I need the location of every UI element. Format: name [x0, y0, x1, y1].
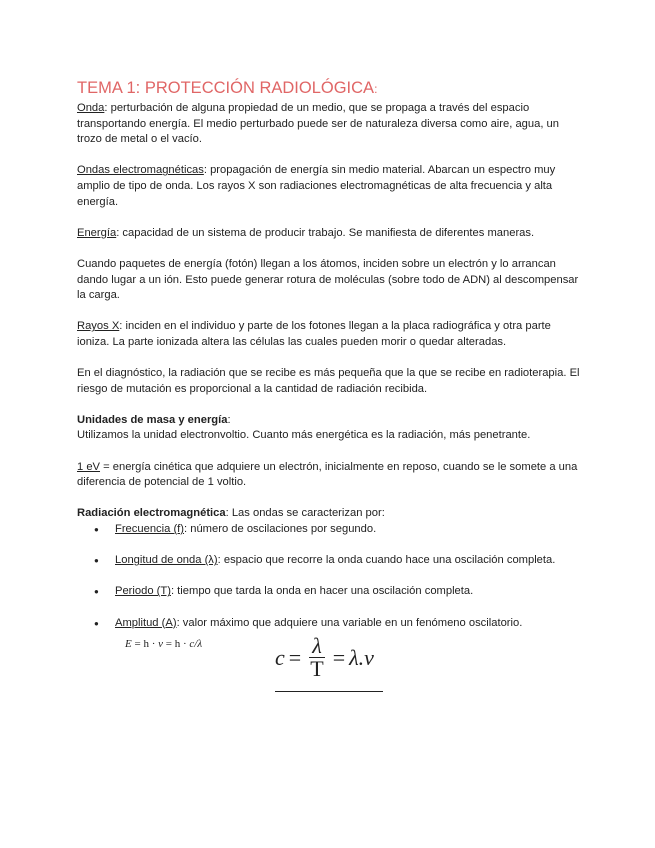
energia-text: : capacidad de un sistema de producir trabajo. Se manifiesta de diferentes maneras.	[116, 226, 535, 239]
formula-rhs: λ.ν	[349, 644, 374, 670]
bullet-term: Frecuencia (f)	[115, 523, 185, 536]
wave-speed-formula	[275, 635, 374, 680]
formula-equals-2: =	[332, 644, 346, 670]
ev-text: = energía cinética que adquiere un electrón, inicialmente en reposo, cuando se le somete a una diferencia de potencial de 1 voltio.	[77, 460, 578, 489]
formula-underline	[275, 691, 383, 692]
paquetes-paragraph: Cuando paquetes de energía (fotón) llegan a los átomos, inciden sobre un electrón y lo arrancan dando lugar a un ión. Esto puede generar rotura de moléculas (sobre todo de ADN) al descompensar la carga.	[77, 257, 579, 302]
formula-equals: =	[288, 644, 302, 670]
diagnostico-paragraph: En el diagnóstico, la radiación que se recibe es más pequeña que la que se recibe en radioterapia. El riesgo de mutación es proporcional a la cantidad de radiación recibida.	[77, 367, 580, 395]
bullet-term: Amplitud (A)	[115, 616, 177, 629]
radiacion-text: : Las ondas se caracterizan por:	[225, 507, 385, 520]
formula-nu: v	[158, 638, 163, 651]
title-text: TEMA 1: PROTECCIÓN RADIOLÓGICA	[77, 79, 375, 97]
list-item	[115, 553, 582, 569]
unidades-heading-line	[77, 413, 582, 429]
energy-formula	[125, 637, 202, 653]
unidades-paragraph: Utilizamos la unidad electronvoltio. Cuanto más energética es la radiación, más penetrante.	[77, 429, 531, 442]
onda-text: : perturbación de alguna propiedad de un medio, que se propaga a través del espacio transportando energía. El medio perturbado puede ser de naturaleza diversa como aire, agua, un trozo de metal o el vacío.	[77, 102, 559, 146]
bullet-text: : espacio que recorre la onda cuando hace una oscilación completa.	[217, 554, 556, 567]
radiacion-heading: Radiación electromagnética	[77, 507, 226, 520]
list-item	[115, 616, 582, 632]
bullet-term: Periodo (T)	[115, 585, 171, 598]
page-title	[77, 78, 582, 99]
formula-e: E	[125, 638, 132, 651]
list-item	[115, 584, 582, 600]
formula-c-lambda: c/λ	[189, 638, 203, 651]
ondas-em-text: : propagación de energía sin medio material. Abarcan un espectro muy amplio de tipo de onda. Los rayos X son radiaciones electromagnéticas de alta frecuencia y alta energía.	[77, 164, 556, 208]
list-item	[115, 522, 582, 538]
onda-paragraph	[77, 101, 582, 148]
fraction-numerator: λ	[309, 635, 325, 658]
onda-term: Onda	[77, 102, 105, 114]
fraction	[309, 635, 325, 680]
document-page	[77, 78, 582, 695]
ev-term: 1 eV	[77, 460, 101, 473]
bullet-term: Longitud de onda (λ)	[115, 554, 218, 567]
ondas-em-paragraph	[77, 163, 582, 210]
energia-term: Energía	[77, 226, 117, 239]
formula-eq1: = h ·	[131, 638, 159, 651]
bullet-text: : tiempo que tarda la onda en hacer una oscilación completa.	[170, 585, 474, 598]
title-colon: :	[374, 82, 378, 96]
radiacion-line	[77, 506, 582, 522]
formula-row	[77, 635, 582, 695]
ondas-em-term: Ondas electromagnéticas	[77, 164, 204, 177]
rayos-x-text: : inciden en el individuo y parte de los fotones llegan a la placa radiográfica y otra parte ioniza. La parte ionizada altera las células las cuales pueden morir o quedar alteradas.	[77, 320, 551, 348]
bullet-text: : número de oscilaciones por segundo.	[184, 523, 377, 536]
rayos-x-term: Rayos X	[77, 320, 120, 333]
rayos-x-paragraph	[77, 319, 582, 350]
unidades-heading: Unidades de masa y energía	[77, 413, 228, 426]
fraction-denominator: T	[310, 656, 324, 682]
formula-eq2: = h ·	[163, 638, 190, 651]
bullet-text: : valor máximo que adquiere una variable en un fenómeno oscilatorio.	[176, 616, 523, 629]
formula-c: c	[275, 644, 285, 670]
properties-list	[77, 522, 582, 631]
energia-paragraph	[77, 226, 582, 242]
ev-paragraph	[77, 460, 582, 491]
unidades-colon: :	[227, 413, 231, 426]
